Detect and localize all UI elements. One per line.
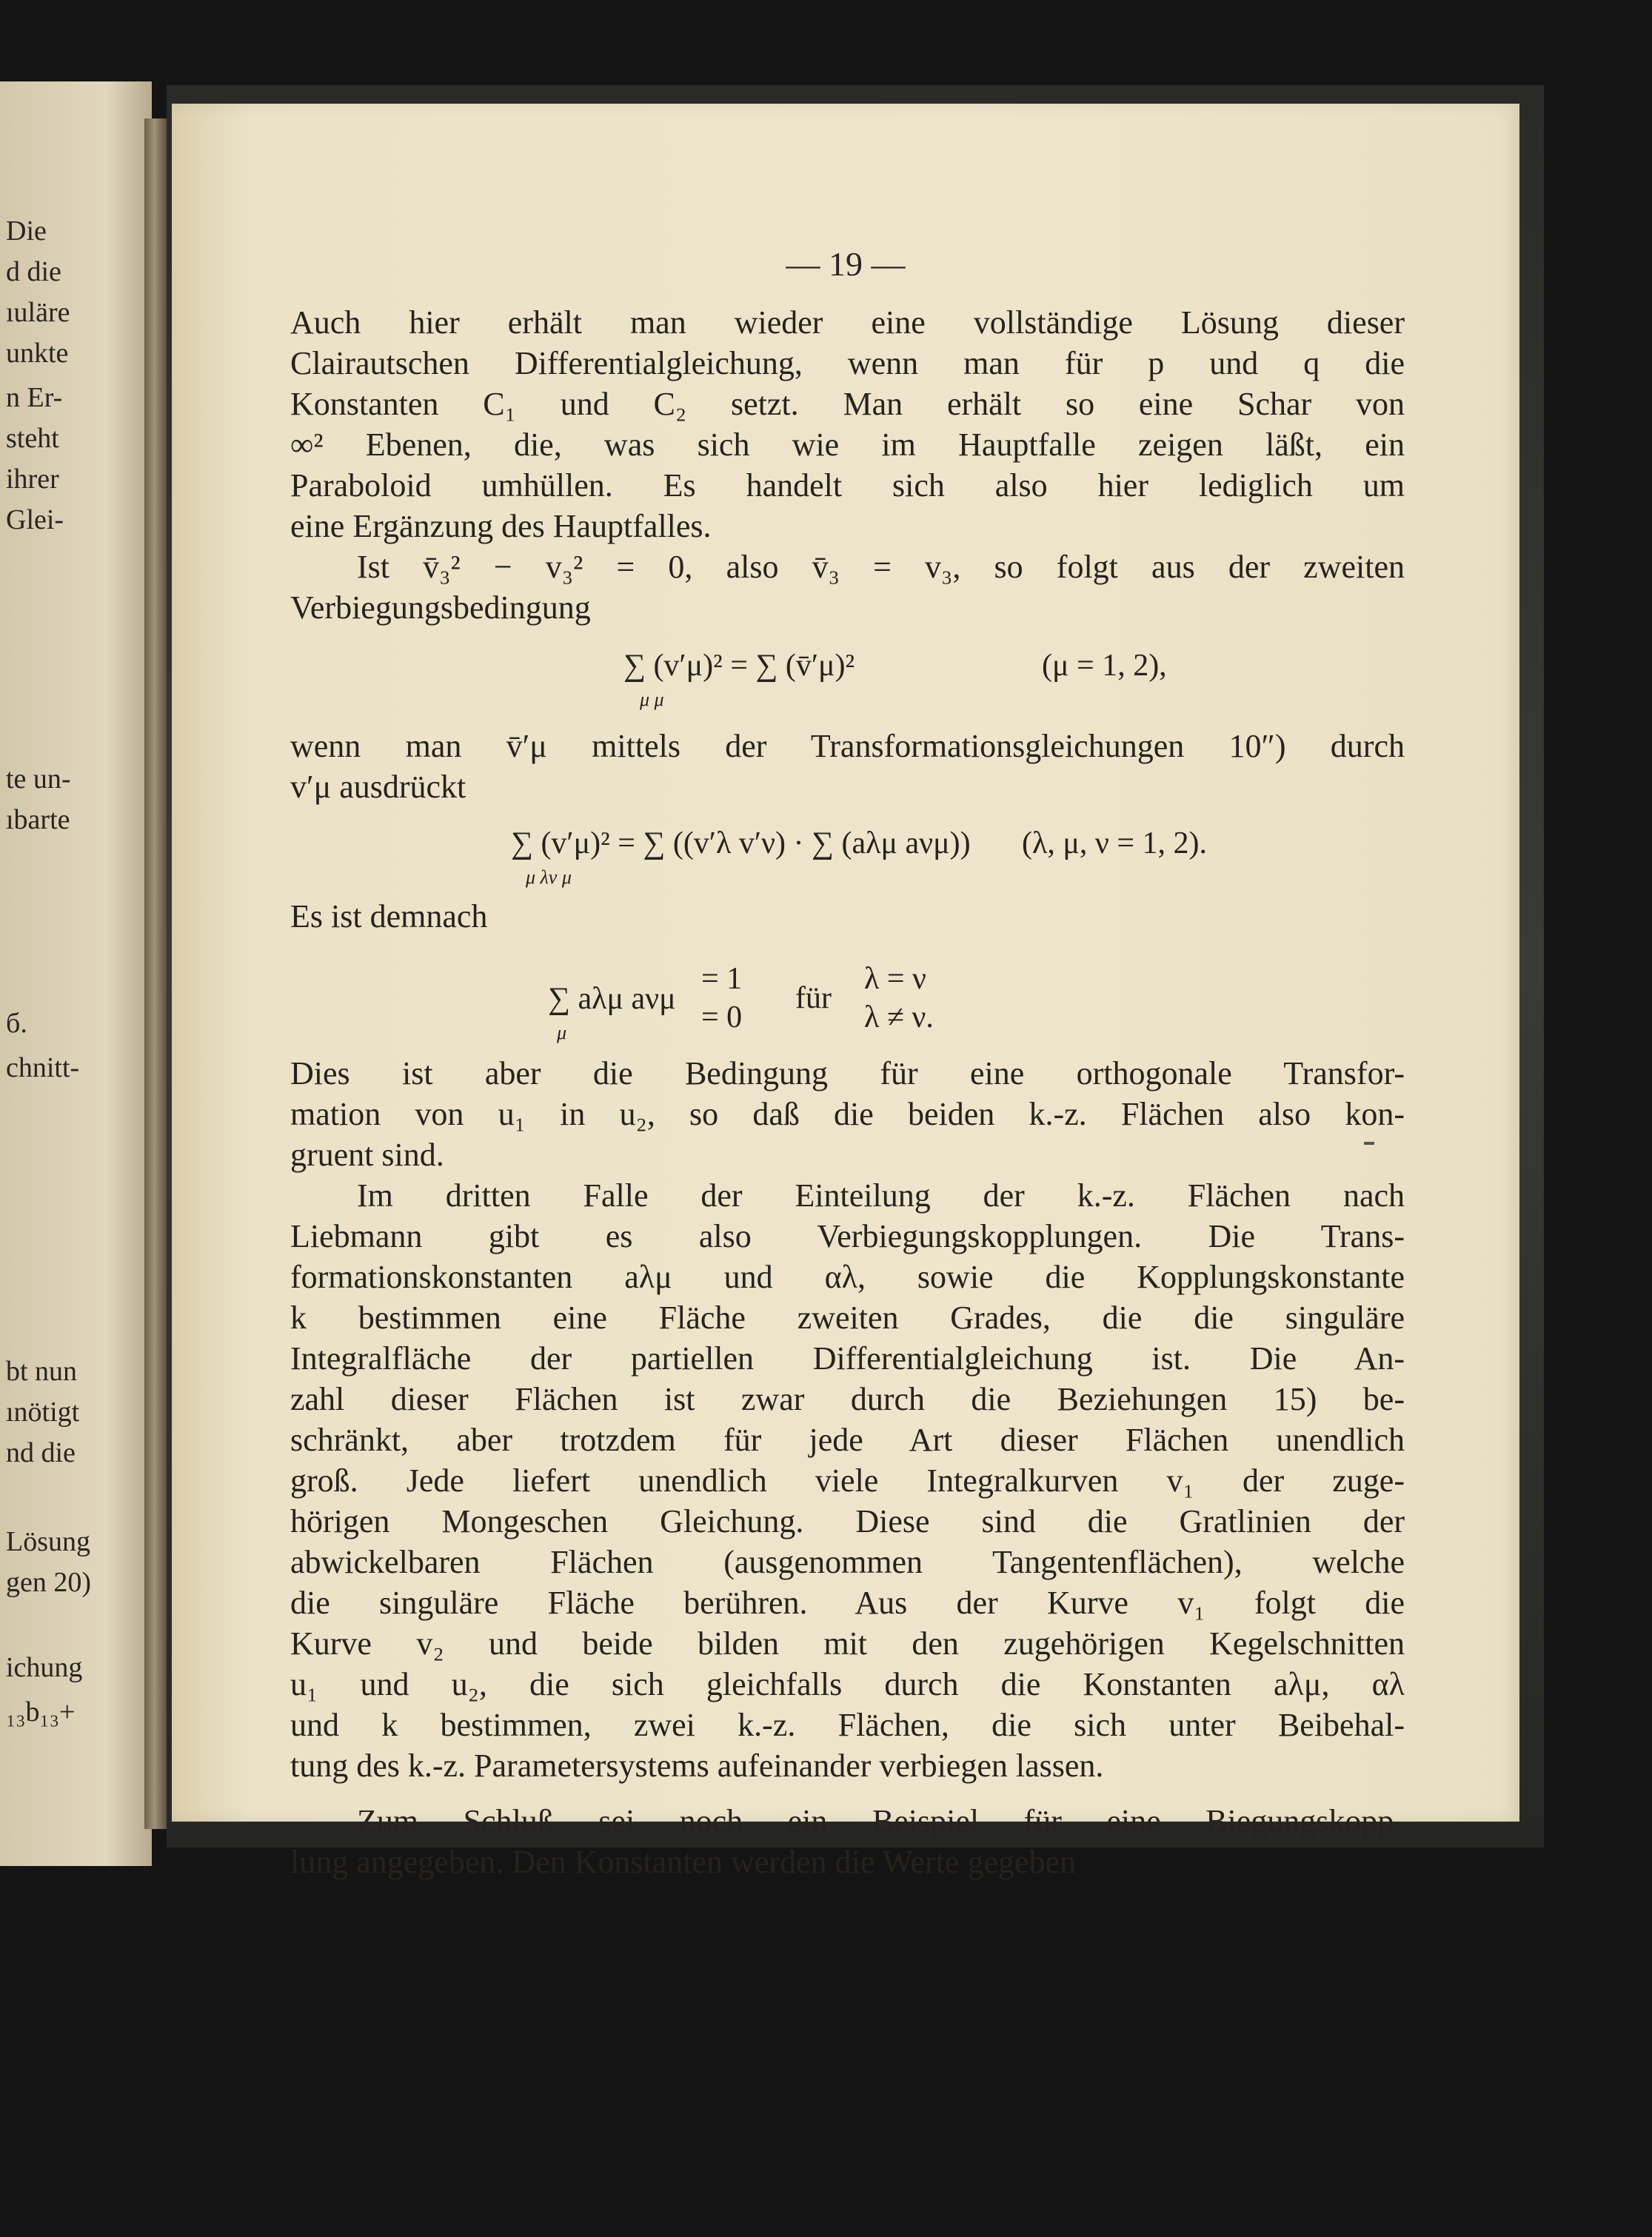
paragraph-1 — [290, 302, 1405, 546]
left-page-fragment: ıbarte — [6, 804, 70, 835]
text-line: Integralfläche der partiellen Differentialgleichung ist. Die An- — [290, 1340, 1405, 1377]
text-line: Clairautschen Differentialgleichung, wenn man für p und q die — [290, 345, 1405, 381]
text-line: wenn man v̄′μ mittels der Transformationsgleichungen 10″) durch — [290, 728, 1405, 764]
text-line: Im dritten Falle der Einteilung der k.-z. Flächen nach — [357, 1177, 1405, 1214]
text-line: Paraboloid umhüllen. Es handelt sich also hier lediglich um — [290, 467, 1405, 504]
formula-2: ∑ (v′μ)² = ∑ ((v′λ v′ν) · ∑ (aλμ aνμ)) — [511, 826, 971, 860]
text-line: zahl dieser Flächen ist zwar durch die Beziehungen 15) be- — [290, 1381, 1405, 1417]
paragraph-6 — [290, 1175, 1405, 1786]
text-line: Ist v̄₃² − v₃² = 0, also v̄₃ = v₃, so folgt aus der zweiten — [357, 549, 1405, 585]
text-line: und k bestimmen, zwei k.-z. Flächen, die sich unter Beibehal- — [290, 1707, 1405, 1743]
left-page-fragment: n Er- — [6, 382, 63, 413]
text-line: abwickelbaren Flächen (ausgenommen Tangentenflächen), welche — [290, 1544, 1405, 1580]
text-line: Dies ist aber die Bedingung für eine orthogonale Transfor- — [290, 1055, 1405, 1091]
margin-mark — [1364, 1142, 1374, 1145]
left-page-fragment: ichung — [6, 1652, 83, 1683]
left-page — [0, 81, 152, 1866]
paragraph-5 — [290, 1053, 1405, 1175]
text-line: u₁ und u₂, die sich gleichfalls durch die Konstanten aλμ, αλ — [290, 1666, 1405, 1702]
text-line: die singuläre Fläche berühren. Aus der Kurve v₁ folgt die — [290, 1585, 1405, 1621]
left-page-fragment: Glei- — [6, 504, 64, 535]
left-page-fragment: nd die — [6, 1437, 76, 1468]
formula-3-condition-1: λ = ν — [864, 962, 927, 996]
text-line: Auch hier erhält man wieder eine vollständige Lösung dieser — [290, 304, 1405, 341]
text-line: Verbiegungsbedingung — [290, 589, 591, 626]
left-page-fragment: Die — [6, 215, 47, 247]
left-page-fragment: б. — [6, 1008, 27, 1039]
left-page-fragment: bt nun — [6, 1356, 78, 1387]
text-line: tung des k.-z. Parametersystems aufeinander verbiegen lassen. — [290, 1748, 1104, 1784]
paragraph-4 — [290, 896, 1405, 937]
left-page-fragment: Lösung — [6, 1526, 90, 1557]
left-page-fragment: unkte — [6, 338, 69, 369]
formula-3-index: μ — [557, 1022, 567, 1043]
left-page-fragment: ihrer — [6, 464, 59, 495]
formula-3-fuer: für — [795, 981, 832, 1015]
text-line: ∞² Ebenen, die, was sich wie im Hauptfalle zeigen läßt, ein — [290, 427, 1405, 463]
formula-1-condition: (μ = 1, 2), — [1042, 649, 1167, 683]
text-line: hörigen Mongeschen Gleichung. Diese sind die Gratlinien der — [290, 1503, 1405, 1539]
left-page-fragment: d die — [6, 256, 61, 287]
formula-3-value-2: = 0 — [701, 1000, 743, 1034]
left-page-fragment: chnitt- — [6, 1052, 80, 1083]
left-page-fragment: ınötigt — [6, 1397, 80, 1428]
formula-2-index: μ λν μ — [526, 866, 572, 888]
text-line: groß. Jede liefert unendlich viele Integralkurven v₁ der zuge- — [290, 1462, 1405, 1499]
text-line: eine Ergänzung des Hauptfalles. — [290, 508, 712, 544]
text-line: schränkt, aber trotzdem für jede Art dieser Flächen unendlich — [290, 1422, 1405, 1458]
text-line: lung angegeben. Den Konstanten werden die Werte gegeben — [290, 1844, 1077, 1880]
text-line: Liebmann gibt es also Verbiegungskopplungen. Die Trans- — [290, 1218, 1405, 1254]
formula-1: ∑ (v′μ)² = ∑ (v̄′μ)² — [623, 649, 855, 683]
formula-2-condition: (λ, μ, ν = 1, 2). — [1022, 826, 1208, 860]
formula-3-value-1: = 1 — [701, 962, 743, 996]
page-number: — 19 — — [786, 245, 906, 283]
text-line: v′μ ausdrückt — [290, 769, 466, 805]
left-page-fragment: ıuläre — [6, 297, 70, 328]
text-line: formationskonstanten aλμ und αλ, sowie die Kopplungskonstante — [290, 1259, 1405, 1295]
left-page-fragment: te un- — [6, 763, 71, 795]
text-line: Es ist demnach — [290, 898, 488, 934]
formula-1-index: μ μ — [640, 689, 664, 710]
paragraph-3 — [290, 726, 1405, 807]
text-line: k bestimmen eine Fläche zweiten Grades, die die singuläre — [290, 1300, 1405, 1336]
paragraph-2 — [290, 546, 1405, 628]
text-line: Konstanten C₁ und C₂ setzt. Man erhält so eine Schar von — [290, 386, 1405, 422]
left-page-fragment: ₁₃b₁₃+ — [6, 1696, 76, 1728]
book-page — [172, 104, 1519, 1880]
book-spine — [144, 118, 167, 1829]
formula-3-condition-2: λ ≠ ν. — [864, 1000, 934, 1034]
paragraph-7 — [290, 1801, 1405, 1882]
left-page-fragment: steht — [6, 423, 59, 454]
text-line: Kurve v₂ und beide bilden mit den zugehörigen Kegelschnitten — [290, 1625, 1405, 1662]
formula-3-sum: ∑ aλμ aνμ — [548, 982, 676, 1016]
text-line: gruent sind. — [290, 1137, 444, 1173]
text-line: mation von u₁ in u₂, so daß die beiden k.-z. Flächen also kon- — [290, 1096, 1405, 1132]
text-line: Zum Schluß sei noch ein Beispiel für eine Biegungskopp- — [357, 1803, 1405, 1839]
left-page-fragment: gen 20) — [6, 1567, 92, 1598]
